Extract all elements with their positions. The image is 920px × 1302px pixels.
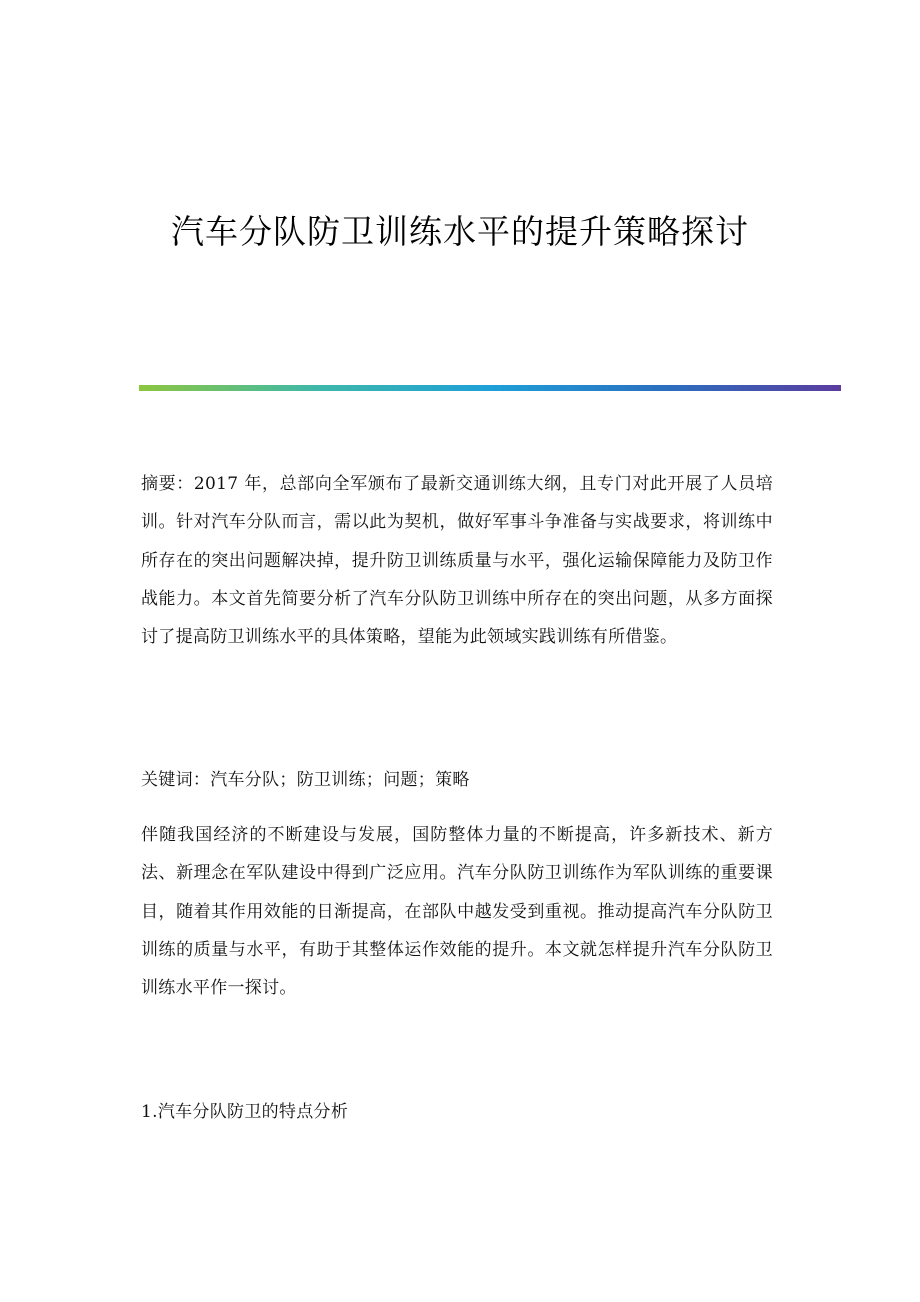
document-title: 汽车分队防卫训练水平的提升策略探讨 [171, 212, 749, 251]
keywords-paragraph [141, 761, 773, 799]
section-heading: 1.汽车分队防卫的特点分析 [141, 1102, 349, 1122]
abstract-label: 摘要： [141, 474, 194, 494]
abstract-paragraph [141, 465, 773, 656]
keywords-text: 汽车分队；防卫训练；问题；策略 [210, 770, 470, 790]
title-divider [139, 385, 841, 391]
keywords-label: 关键词： [141, 770, 211, 790]
intro-paragraph: 伴随我国经济的不断建设与发展，国防整体力量的不断提高，许多新技术、新方法、新理念在军队建设中得到广泛应用。汽车分队防卫训练作为军队训练的重要课目，随着其作用效能的日渐提高，在部队中越发受到重视。推动提高汽车分队防卫训练的质量与水平，有助于其整体运作效能的提升。本文就怎样提升汽车分队防卫训练水平作一探讨。 [141, 825, 773, 999]
abstract-text: 2017 年，总部向全军颁布了最新交通训练大纲，且专门对此开展了人员培训。针对汽车分队而言，需以此为契机，做好军事斗争准备与实战要求，将训练中所存在的突出问题解决掉，提升防卫训练质量与水平，强化运输保障能力及防卫作战能力。本文首先简要分析了汽车分队防卫训练中所存在的突出问题，从多方面探讨了提高防卫训练水平的具体策略，望能为此领域实践训练有所借鉴。 [141, 474, 774, 648]
